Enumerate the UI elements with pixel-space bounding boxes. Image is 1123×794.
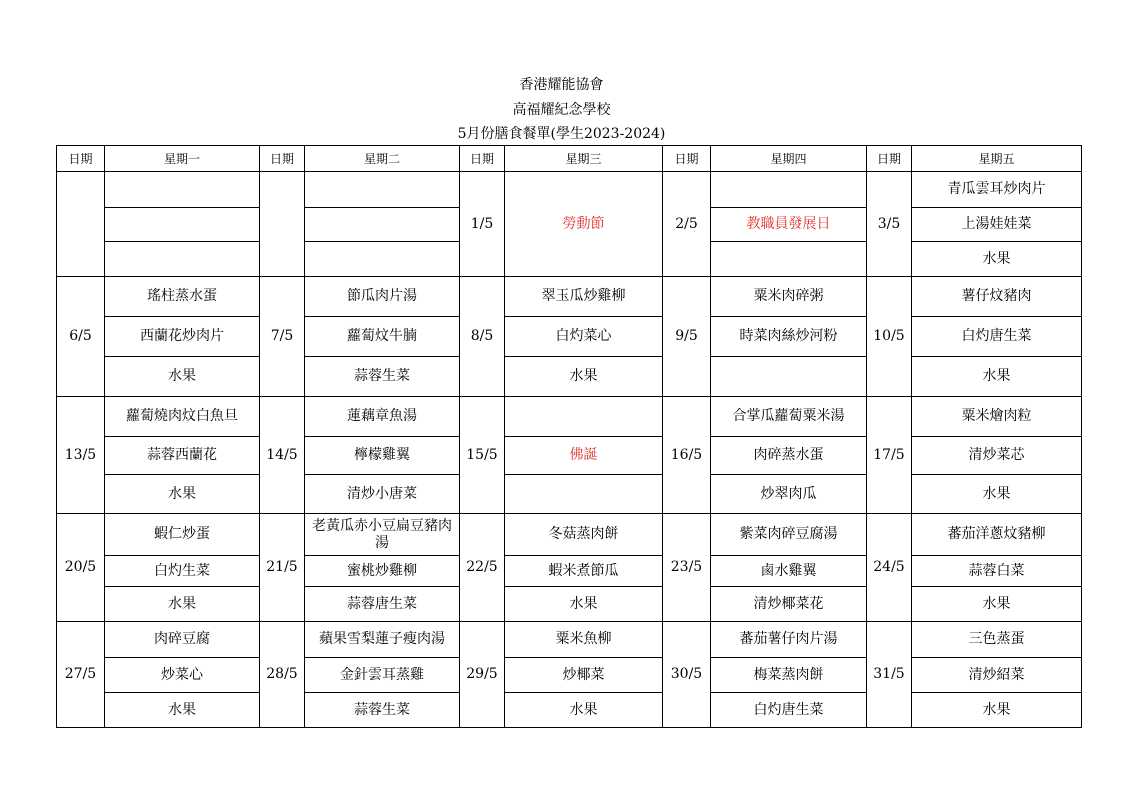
menu-item: 蕃茄薯仔肉片湯	[711, 622, 867, 658]
date-cell: 28/5	[260, 622, 305, 728]
menu-row	[57, 658, 1082, 693]
date-cell: 3/5	[867, 172, 912, 277]
date-cell: 31/5	[867, 622, 912, 728]
menu-body	[57, 172, 1082, 728]
menu-item: 水果	[912, 587, 1082, 622]
menu-item: 水果	[912, 357, 1082, 397]
menu-item: 蒜蓉西蘭花	[105, 437, 260, 475]
date-cell: 29/5	[460, 622, 505, 728]
menu-item: 上湯娃娃菜	[912, 208, 1082, 242]
menu-item: 肉碎蒸水蛋	[711, 437, 867, 475]
date-cell: 8/5	[460, 277, 505, 397]
menu-item: 水果	[105, 357, 260, 397]
menu-item: 翠玉瓜炒雞柳	[505, 277, 663, 317]
menu-item: 蒜蓉生菜	[305, 693, 460, 728]
date-cell: 23/5	[663, 514, 711, 622]
menu-table	[56, 145, 1082, 728]
menu-item	[505, 475, 663, 514]
date-cell	[57, 172, 105, 277]
org-name: 香港耀能協會	[519, 77, 604, 93]
menu-item: 水果	[505, 693, 663, 728]
menu-item: 冬菇蒸肉餅	[505, 514, 663, 556]
menu-item	[305, 172, 460, 208]
menu-item	[505, 397, 663, 437]
menu-item: 水果	[505, 587, 663, 622]
menu-item: 炒菜心	[105, 658, 260, 693]
date-cell: 15/5	[460, 397, 505, 514]
date-header: 日期	[260, 146, 305, 172]
date-header: 日期	[57, 146, 105, 172]
date-header: 日期	[867, 146, 912, 172]
menu-row	[57, 172, 1082, 208]
menu-item: 瑤柱蒸水蛋	[105, 277, 260, 317]
menu-item: 粟米燴肉粒	[912, 397, 1082, 437]
date-cell: 2/5	[663, 172, 711, 277]
menu-row	[57, 587, 1082, 622]
tuesday-header: 星期二	[305, 146, 460, 172]
menu-row	[57, 277, 1082, 317]
menu-item: 粟米魚柳	[505, 622, 663, 658]
menu-item: 水果	[105, 693, 260, 728]
menu-title: 5月份膳食餐單(學生2023-2024)	[457, 126, 666, 142]
menu-item: 教職員發展日	[711, 208, 867, 242]
menu-item: 西蘭花炒肉片	[105, 317, 260, 357]
menu-item: 水果	[912, 475, 1082, 514]
menu-item: 蘿蔔炆牛腩	[305, 317, 460, 357]
menu-item: 佛誕	[505, 437, 663, 475]
menu-item: 蒜蓉唐生菜	[305, 587, 460, 622]
date-cell	[260, 172, 305, 277]
date-cell: 21/5	[260, 514, 305, 622]
menu-item: 白灼唐生菜	[711, 693, 867, 728]
date-cell: 14/5	[260, 397, 305, 514]
menu-item: 蒜蓉生菜	[305, 357, 460, 397]
menu-item: 白灼唐生菜	[912, 317, 1082, 357]
menu-item: 水果	[505, 357, 663, 397]
header-row	[57, 146, 1082, 172]
friday-header: 星期五	[912, 146, 1082, 172]
menu-item: 粟米肉碎粥	[711, 277, 867, 317]
menu-item: 蕃茄洋蔥炆豬柳	[912, 514, 1082, 556]
menu-item: 蝦米煮節瓜	[505, 556, 663, 587]
menu-item: 合掌瓜蘿蔔粟米湯	[711, 397, 867, 437]
monday-header: 星期一	[105, 146, 260, 172]
menu-item	[711, 172, 867, 208]
date-cell: 16/5	[663, 397, 711, 514]
menu-item: 老黃瓜赤小豆扁豆豬肉湯	[305, 514, 460, 556]
menu-item: 清炒椰菜花	[711, 587, 867, 622]
menu-item	[711, 357, 867, 397]
menu-item: 白灼菜心	[505, 317, 663, 357]
menu-item: 水果	[105, 587, 260, 622]
menu-item: 肉碎豆腐	[105, 622, 260, 658]
menu-item: 節瓜肉片湯	[305, 277, 460, 317]
menu-item: 薯仔炆豬肉	[912, 277, 1082, 317]
menu-item: 鹵水雞翼	[711, 556, 867, 587]
menu-item: 水果	[105, 475, 260, 514]
date-cell: 17/5	[867, 397, 912, 514]
menu-item	[105, 208, 260, 242]
menu-item: 蝦仁炒蛋	[105, 514, 260, 556]
menu-item: 蜜桃炒雞柳	[305, 556, 460, 587]
holiday-cell: 勞動節	[505, 172, 663, 277]
menu-item: 三色蒸蛋	[912, 622, 1082, 658]
menu-row	[57, 693, 1082, 728]
menu-item: 水果	[912, 693, 1082, 728]
date-cell: 20/5	[57, 514, 105, 622]
date-cell: 10/5	[867, 277, 912, 397]
menu-item: 蘿蔔燒肉炆白魚旦	[105, 397, 260, 437]
menu-row	[57, 556, 1082, 587]
menu-item: 青瓜雲耳炒肉片	[912, 172, 1082, 208]
menu-item: 清炒菜芯	[912, 437, 1082, 475]
date-header: 日期	[460, 146, 505, 172]
date-cell: 1/5	[460, 172, 505, 277]
date-cell: 13/5	[57, 397, 105, 514]
menu-item: 時菜肉絲炒河粉	[711, 317, 867, 357]
thursday-header: 星期四	[711, 146, 867, 172]
menu-item	[305, 242, 460, 277]
menu-item	[711, 242, 867, 277]
menu-item: 檸檬雞翼	[305, 437, 460, 475]
menu-item	[305, 208, 460, 242]
date-cell: 30/5	[663, 622, 711, 728]
menu-item: 水果	[912, 242, 1082, 277]
menu-item: 梅菜蒸肉餅	[711, 658, 867, 693]
date-header: 日期	[663, 146, 711, 172]
date-cell: 27/5	[57, 622, 105, 728]
menu-item	[105, 242, 260, 277]
menu-row	[57, 317, 1082, 357]
date-cell: 24/5	[867, 514, 912, 622]
menu-item: 清炒小唐菜	[305, 475, 460, 514]
menu-row	[57, 437, 1082, 475]
menu-row	[57, 475, 1082, 514]
date-cell: 22/5	[460, 514, 505, 622]
wednesday-header: 星期三	[505, 146, 663, 172]
menu-item: 炒椰菜	[505, 658, 663, 693]
menu-item	[105, 172, 260, 208]
menu-item: 蒜蓉白菜	[912, 556, 1082, 587]
menu-item: 炒翠肉瓜	[711, 475, 867, 514]
menu-item: 清炒紹菜	[912, 658, 1082, 693]
menu-item: 紫菜肉碎豆腐湯	[711, 514, 867, 556]
menu-row	[57, 514, 1082, 556]
menu-row	[57, 397, 1082, 437]
menu-item: 蓮藕章魚湯	[305, 397, 460, 437]
date-cell: 6/5	[57, 277, 105, 397]
school-name: 高福耀紀念學校	[512, 102, 611, 118]
menu-item: 金針雲耳蒸雞	[305, 658, 460, 693]
date-cell: 9/5	[663, 277, 711, 397]
menu-item: 蘋果雪梨蓮子瘦肉湯	[305, 622, 460, 658]
menu-row	[57, 622, 1082, 658]
date-cell: 7/5	[260, 277, 305, 397]
menu-row	[57, 357, 1082, 397]
menu-item: 白灼生菜	[105, 556, 260, 587]
